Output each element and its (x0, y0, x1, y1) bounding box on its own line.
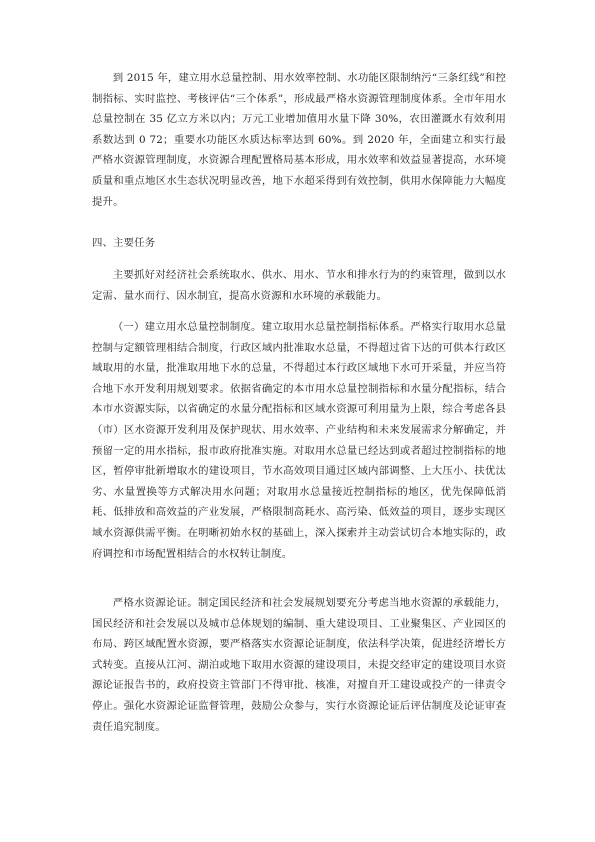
paragraph-2015-goals: 到 2015 年，建立用水总量控制、用水效率控制、水功能区限制纳污“三条红线”和控制指标、实时监控、考核评估“三个体系”，形成最严格水资源管理制度体系。全市年用水总量控制在 35 亿立方米以内；万元工业增加值用水量下降 30%，农田灌溉水有效利用系数达到 0 72；重要水功能区水质达标率达到 60%。到 2020 年，全面建立和实行最严格水资源管理制度，水资源合理配置格局基本形成，用水效率和效益显著提高，水环境质量和重点地区水生态状况明显改善，地下水超采得到有效控制，供用水保障能力大幅度提升。 (92, 72, 506, 208)
paragraph-water-resource-assessment: 严格水资源论证。制定国民经济和社会发展规划要充分考虑当地水资源的承载能力，国民经济和社会发展以及城市总体规划的编制、重大建设项目、工业聚集区、产业园区的布局、跨区域配置水资源，要严格落实水资源论证制度，依法科学决策，促进经济增长方式转变。直接从江河、湖泊或地下取用水资源的建设项目，未提交经审定的建设项目水资源论证报告书的，政府投资主管部门不得审批、核准，对擅自开工建设或投产的一律责令停止。强化水资源论证监督管理，鼓励公众参与，实行水资源论证后评估制度及论证审查责任追究制度。 (92, 597, 506, 733)
section-heading-main-tasks: 四、主要任务 (92, 237, 156, 249)
paragraph-total-water-control: （一）建立用水总量控制制度。建立取用水总量控制指标体系。严格实行取用水总量控制与定额管理相结合制度，行政区域内批准取水总量，不得超过省下达的可供本行政区域取用的水量，批准取用地下水的总量，不得超过本行政区域地下水可开采量，并应当符合地下水开发利用规划要求。依据省确定的本市用水总量控制指标和水量分配指标，结合本市水资源实际，以省确定的水量分配指标和区域水资源可利用量为上限，综合考虑各县（市）区水资源开发利用及保护现状、用水效率、产业结构和未来发展需求分解确定，并预留一定的用水指标，报市政府批准实施。对取用水总量已经达到或者超过控制指标的地区，暂停审批新增取水的建设项目，节水高效项目通过区域内部调整、上大压小、扶优汰劣、水量置换等方式解决用水问题；对取用水总量接近控制指标的地区，优先保障低消耗、低排放和高效益的产业发展，严格限制高耗水、高污染、低效益的项目，逐步实现区域水资源供需平衡。在明晰初始水权的基础上，深入探索并主动尝试切合本地实际的，政府调控和市场配置相结合的水权转让制度。 (92, 321, 506, 560)
paragraph-main-tasks-intro: 主要抓好对经济社会系统取水、供水、用水、节水和排水行为的约束管理，做到以水定需、量水而行、因水制宜，提高水资源和水环境的承载能力。 (92, 269, 506, 302)
